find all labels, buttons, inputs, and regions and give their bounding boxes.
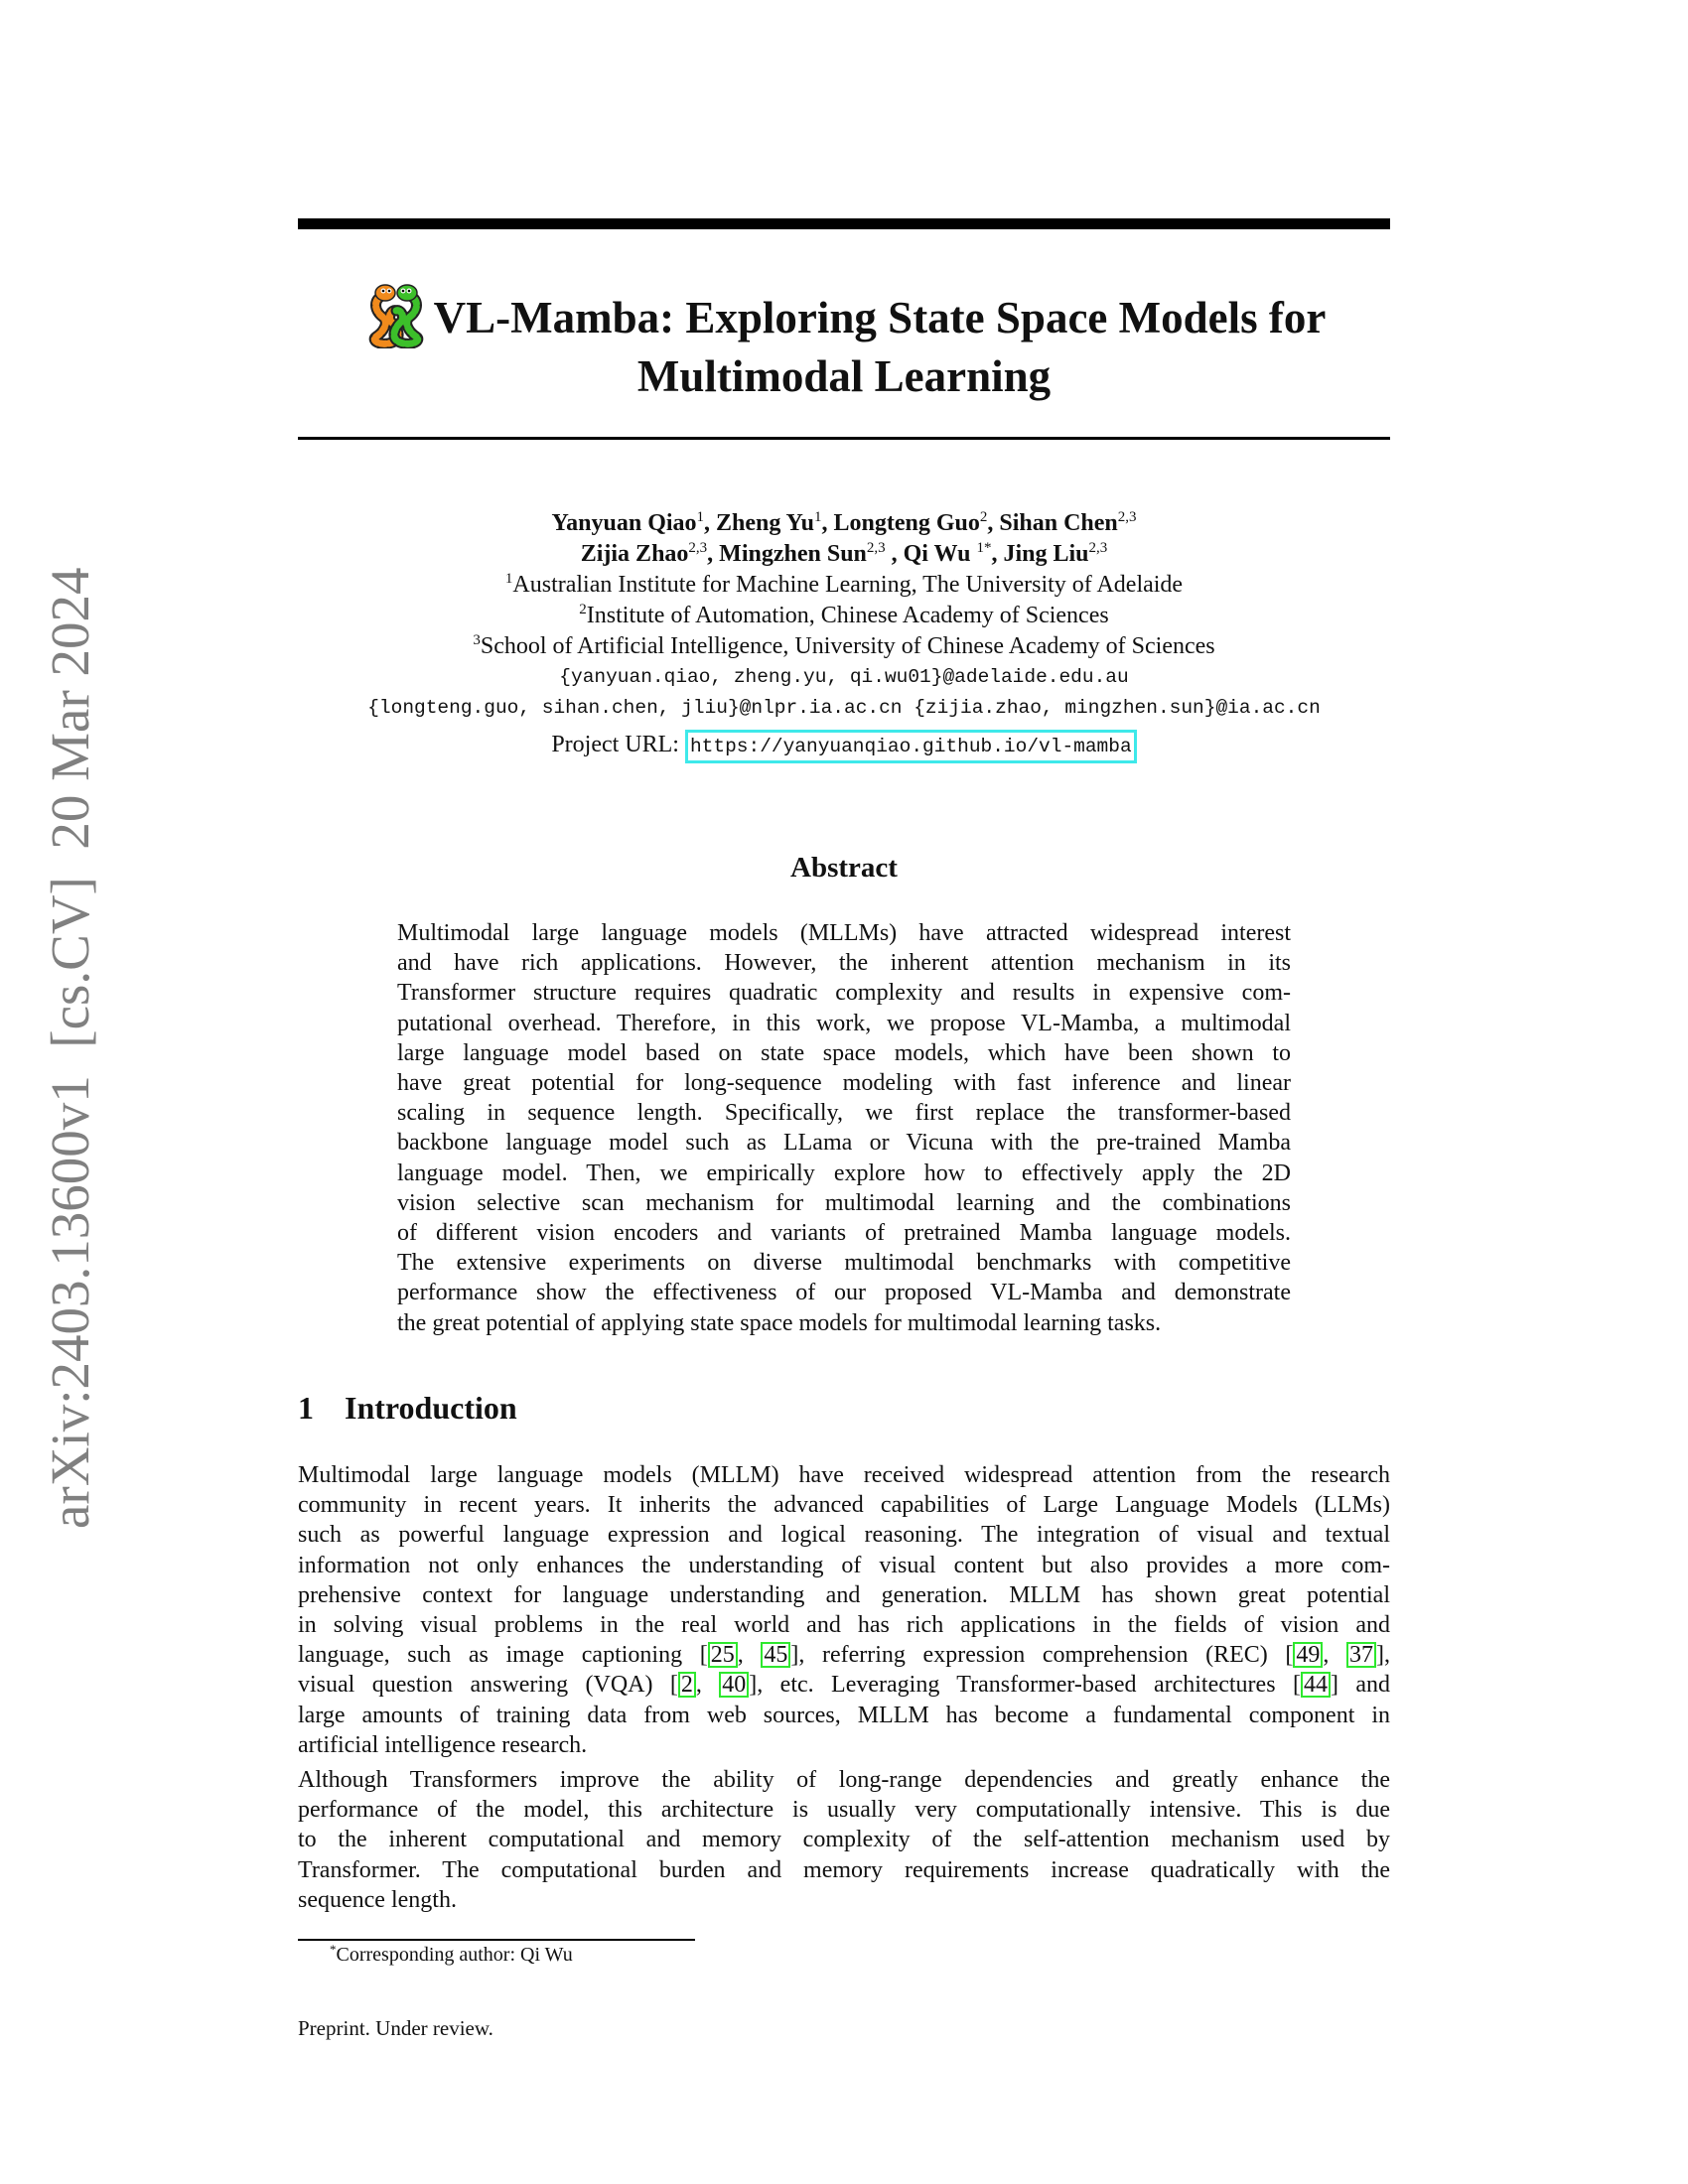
affiliation-mark: 2 [979, 509, 988, 525]
section-title-text: Introduction [345, 1390, 517, 1426]
abstract-line: putational overhead. Therefore, in this work, we propose VL-Mamba, a multimodal [397, 1010, 1291, 1036]
separator: , [821, 510, 834, 536]
project-url-label: Project URL: [551, 732, 685, 757]
author-name: Zheng Yu [716, 510, 814, 536]
abstract-line: and have rich applications. However, the inherent attention mechanism in its [397, 950, 1291, 977]
preprint-notice: Preprint. Under review. [298, 2016, 493, 2040]
abstract-line: scaling in sequence length. Specifically, we first replace the transformer-based [397, 1100, 1291, 1127]
paragraph-line: language, such as image captioning [ 25 , 45 ], referring expression comprehension (REC) [ 49 , 37 ], [298, 1642, 1391, 1669]
author-name: Yanyuan Qiao [551, 510, 697, 536]
section-heading-introduction [298, 1390, 517, 1427]
affiliation-mark: 2,3 [1088, 540, 1108, 556]
separator: , [704, 510, 717, 536]
email-line-1: {yanyuan.qiao, zheng.yu, qi.wu01}@adelaide.edu.au [559, 666, 1129, 688]
abstract-line: vision selective scan mechanism for multimodal learning and the combinations [397, 1189, 1291, 1216]
abstract-line: backbone language model such as LLama or Vicuna with the pre-trained Mamba [397, 1130, 1291, 1157]
abstract-heading: Abstract [790, 852, 898, 884]
arxiv-id: arXiv:2403.13600v1 [40, 1075, 100, 1529]
affiliation-text: Australian Institute for Machine Learning, The University of Adelaide [512, 572, 1184, 598]
paragraph-line: to the inherent computational and memory complexity of the self-attention mechanism used by [298, 1827, 1390, 1853]
separator: , [987, 510, 1000, 536]
affiliation-1 [298, 570, 1390, 601]
text-run: ] and [1330, 1672, 1390, 1699]
arxiv-stamp [40, 526, 100, 1529]
intro-paragraph-1 [298, 1460, 1390, 1760]
arxiv-category: [cs.CV] [40, 877, 100, 1048]
twin-snakes-icon [362, 281, 430, 348]
paragraph-line: such as powerful language expression and logical reasoning. The integration of visual and textual [298, 1522, 1390, 1549]
citation-link-25[interactable]: 25 [708, 1642, 738, 1668]
project-url-line [298, 730, 1390, 763]
intro-paragraph-2 [298, 1765, 1390, 1915]
author-line-1 [298, 508, 1390, 539]
paragraph-line: large amounts of training data from web sources, MLLM has become a fundamental component in [298, 1702, 1390, 1728]
abstract-line: of different vision encoders and variants of pretrained Mamba language models. [397, 1220, 1291, 1247]
abstract-line: have great potential for long-sequence modeling with fast inference and linear [397, 1070, 1291, 1097]
title-top-rule [298, 218, 1390, 229]
paragraph-line: prehensive context for language understanding and generation. MLLM has shown great potential [298, 1581, 1390, 1608]
abstract-line: language model. Then, we empirically explore how to effectively apply the 2D [397, 1160, 1291, 1186]
section-number: 1 [298, 1390, 314, 1426]
title-bottom-rule [298, 437, 1390, 440]
abstract-line: The extensive experiments on diverse multimodal benchmarks with competitive [397, 1250, 1291, 1277]
author-name: Jing Liu [1003, 541, 1089, 567]
separator: , [885, 541, 904, 567]
email-line-2: {longteng.guo, sihan.chen, jliu}@nlpr.ia.ac.cn {zijia.zhao, mingzhen.sun}@ia.ac.cn [367, 697, 1321, 719]
paragraph-line: Although Transformers improve the ability of long-range dependencies and greatly enhance the [298, 1767, 1390, 1793]
paragraph-line: community in recent years. It inherits the advanced capabilities of Large Language Models (LLMs) [298, 1492, 1390, 1519]
citation-link-40[interactable]: 40 [719, 1672, 749, 1698]
abstract-line: Transformer structure requires quadratic complexity and results in expensive com- [397, 980, 1291, 1007]
separator: , [991, 541, 1004, 567]
citation-link-37[interactable]: 37 [1346, 1642, 1376, 1668]
affiliation-mark: 2,3 [688, 540, 708, 556]
footnote-text: Corresponding author: Qi Wu [336, 1944, 573, 1966]
paragraph-line: visual question answering (VQA) [ 2 , 40 ], etc. Leveraging Transformer-based architectures [ 44 ] and [298, 1672, 1390, 1699]
footnote-divider [298, 1939, 695, 1941]
citation-link-44[interactable]: 44 [1301, 1672, 1331, 1698]
author-name: Qi Wu [903, 541, 977, 567]
affiliation-mark: 1 [814, 509, 822, 525]
affiliation-mark: 1 [696, 509, 705, 525]
author-line-2 [298, 539, 1390, 570]
affiliation-mark: 3 [473, 632, 481, 648]
author-name: Sihan Chen [999, 510, 1118, 536]
abstract-line: Multimodal large language models (MLLMs) have attracted widespread interest [397, 920, 1291, 946]
affiliation-mark: 1* [976, 540, 992, 556]
paragraph-line: in solving visual problems in the real world and has rich applications in the fields of vision and [298, 1612, 1390, 1639]
author-name: Mingzhen Sun [719, 541, 867, 567]
footnote [330, 1944, 573, 1967]
affiliation-3 [298, 631, 1390, 662]
abstract-body [397, 918, 1291, 1338]
title-line-2: Multimodal Learning [636, 351, 1052, 401]
footnote-mark: * [330, 1942, 337, 1957]
text-run: ], [1376, 1642, 1391, 1669]
text-run: visual question answering (VQA) [ [298, 1672, 678, 1699]
title-line-1: VL-Mamba: Exploring State Space Models for [433, 293, 1327, 342]
affiliation-text: Institute of Automation, Chinese Academy of Sciences [586, 603, 1109, 628]
paper-title [298, 281, 1390, 405]
paragraph-line: sequence length. [298, 1886, 457, 1913]
paragraph-line: Transformer. The computational burden and memory requirements increase quadratically with the [298, 1856, 1390, 1883]
affiliation-mark: 2,3 [1117, 509, 1137, 525]
paragraph-line: artificial intelligence research. [298, 1731, 588, 1758]
arxiv-date: 20 Mar 2024 [40, 567, 100, 850]
affiliation-mark: 2 [579, 602, 587, 617]
paragraph-line: performance of the model, this architecture is usually very computationally intensive. This is due [298, 1797, 1390, 1824]
separator: , [707, 541, 720, 567]
paragraph-line: Multimodal large language models (MLLM) have received widespread attention from the research [298, 1462, 1390, 1488]
author-name: Zijia Zhao [580, 541, 689, 567]
abstract-line: performance show the effectiveness of our proposed VL-Mamba and demonstrate [397, 1280, 1291, 1306]
affiliation-2 [298, 601, 1390, 631]
affiliation-mark: 2,3 [866, 540, 886, 556]
text-run: language, such as image captioning [ [298, 1642, 708, 1669]
project-url-link[interactable]: https://yanyuanqiao.github.io/vl-mamba [685, 730, 1137, 763]
citation-link-49[interactable]: 49 [1293, 1642, 1323, 1668]
text-run: ], etc. Leveraging Transformer-based architectures [ [749, 1672, 1301, 1699]
abstract-line: the great potential of applying state space models for multimodal learning tasks. [397, 1309, 1162, 1336]
abstract-line: large language model based on state space models, which have been shown to [397, 1039, 1291, 1066]
citation-link-2[interactable]: 2 [678, 1672, 696, 1698]
author-block [298, 508, 1390, 763]
text-run: ], referring expression comprehension (REC) [ [790, 1642, 1294, 1669]
citation-link-45[interactable]: 45 [761, 1642, 790, 1668]
affiliation-mark: 1 [504, 571, 513, 587]
affiliation-text: School of Artificial Intelligence, University of Chinese Academy of Sciences [480, 633, 1215, 659]
paragraph-line: information not only enhances the understanding of visual content but also provides a more com- [298, 1552, 1390, 1578]
author-name: Longteng Guo [833, 510, 980, 536]
